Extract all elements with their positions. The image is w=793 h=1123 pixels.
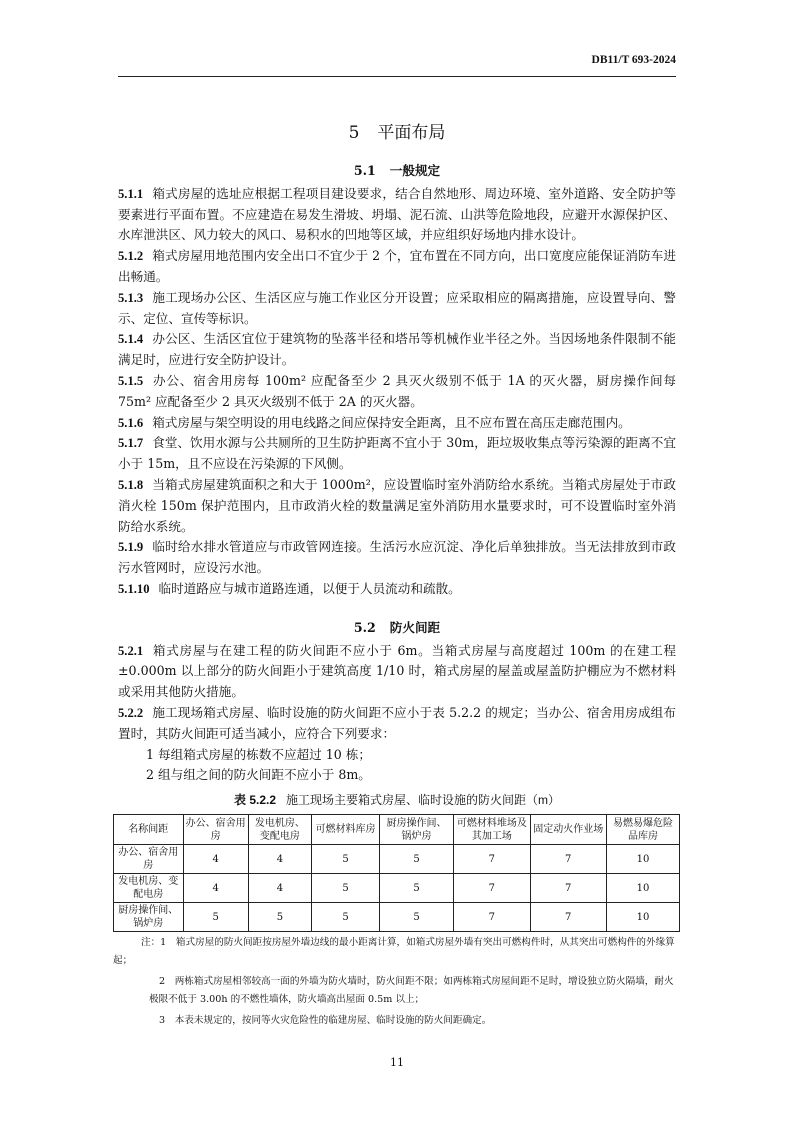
note-2: 2 两栋箱式房屋相邻较高一面的外墙为防火墙时，防火间距不限；如两栋箱式房屋间距不足时，增设独立防火隔墙，耐火极限不低于 3.00h 的不燃性墙体，防火墙高出屋面 0.5m 以上； xyxy=(149,976,674,1006)
section-title: 一般规定 xyxy=(389,163,441,178)
clause-text: 施工现场办公区、生活区应与施工作业区分开设置；应采取相应的隔离措施，应设置导向、警示、定位、宣传等标识。 xyxy=(118,289,676,326)
clause-text: 办公、宿舍用房每 100m² 应配备至少 2 具灭火级别不低于 1A 的灭火器，厨房操作间每 75m² 应配备至少 2 具灭火级别不低于 2A 的灭火器。 xyxy=(118,372,676,409)
document-code: DB11/T 693-2024 xyxy=(591,54,676,66)
table-label: 表 5.2.2 xyxy=(233,793,277,808)
clause-list xyxy=(118,184,676,600)
table-cell: 10 xyxy=(606,874,679,903)
clause-number: 5.1.3 xyxy=(118,290,144,305)
clause-text: 临时给水排水管道应与市政管网连接。生活污水应沉淀、净化后单独排放。当无法排放到市政污水管网时，应设污水池。 xyxy=(118,539,676,576)
clause xyxy=(118,433,676,475)
table-caption xyxy=(118,792,676,808)
table-row xyxy=(114,903,680,932)
table-cell: 7 xyxy=(454,903,530,932)
list-item: 1 每组箱式房屋的栋数不应超过 10 栋； xyxy=(146,746,371,762)
clause-text: 箱式房屋用地范围内安全出口不宜少于 2 个，宜布置在不同方向，出口宽度应能保证消防车进出畅通。 xyxy=(118,248,676,284)
chapter-title xyxy=(0,121,793,145)
table-cell: 7 xyxy=(530,874,606,903)
table-cell: 5 xyxy=(312,874,380,903)
clause-number: 5.2.1 xyxy=(118,643,144,658)
clause-number: 5.1.10 xyxy=(118,581,150,596)
clause-number: 5.1.6 xyxy=(118,415,144,430)
table-cell: 5 xyxy=(312,845,380,874)
table-row xyxy=(114,845,680,874)
table-cell: 7 xyxy=(454,874,530,903)
clause-number: 5.1.5 xyxy=(118,373,144,388)
clause-text: 箱式房屋与在建工程的防火间距不应小于 6m。当箱式房屋与高度超过 100m 的在建工程±0.000m 以上部分的防火间距小于建筑高度 1/10 时，箱式房屋的屋盖或屋盖防护棚应为不燃材料或采用其他防火措施。 xyxy=(118,642,676,700)
row-header: 发电机房、变配电房 xyxy=(114,874,184,903)
clause-text: 当箱式房屋建筑面积之和大于 1000m²，应设置临时室外消防给水系统。当箱式房屋处于市政消火栓 150m 保护范围内，且市政消火栓的数量满足室外消防用水量要求时，可不设置临时室外消防给水系统。 xyxy=(118,476,676,534)
table-cell: 5 xyxy=(379,845,453,874)
fire-distance-table xyxy=(113,814,680,932)
column-header: 名称间距 xyxy=(114,815,184,845)
clause xyxy=(118,703,676,745)
table-cell: 5 xyxy=(312,903,380,932)
column-header: 固定动火作业场 xyxy=(530,815,606,845)
table-notes xyxy=(113,934,680,1030)
table-header-row xyxy=(114,815,680,845)
clause-text: 办公区、生活区宜位于建筑物的坠落半径和塔吊等机械作业半径之外。当因场地条件限制不能满足时，应进行安全防护设计。 xyxy=(118,331,676,368)
table-cell: 10 xyxy=(606,845,679,874)
section-title: 防火间距 xyxy=(389,619,441,635)
table-cell: 7 xyxy=(530,903,606,932)
chapter-number: 5 xyxy=(348,123,360,143)
column-header: 发电机房、变配电房 xyxy=(248,815,311,845)
page-number: 11 xyxy=(390,1056,404,1070)
clause-text: 施工现场箱式房屋、临时设施的防火间距不应小于表 5.2.2 的规定；当办公、宿舍用房成组布置时，其防火间距可适当减小，应符合下列要求： xyxy=(118,704,676,741)
section-number: 5.1 xyxy=(353,163,376,178)
clause-number: 5.1.2 xyxy=(118,249,144,264)
list-item: 2 组与组之间的防火间距不应小于 8m。 xyxy=(146,767,371,783)
table-cell: 5 xyxy=(183,903,248,932)
table-cell: 5 xyxy=(379,874,453,903)
clause-number: 5.2.2 xyxy=(118,705,144,720)
column-header: 办公、宿舍用房 xyxy=(183,815,248,845)
clause xyxy=(118,184,676,246)
table-cell: 7 xyxy=(530,845,606,874)
running-header xyxy=(118,54,676,77)
clause-number: 5.1.7 xyxy=(118,436,144,451)
note-3: 3 本表未规定的，按同等火灾危险性的临建房屋、临时设施的防火间距确定。 xyxy=(159,1015,492,1027)
row-header: 厨房操作间、锅炉房 xyxy=(114,903,184,932)
clause xyxy=(118,288,676,330)
clause-number: 5.1.1 xyxy=(118,186,144,201)
table-cell: 4 xyxy=(248,874,311,903)
clause xyxy=(118,246,676,288)
clause xyxy=(118,413,676,434)
clause xyxy=(118,641,676,703)
clause-text: 食堂、饮用水源与公共厕所的卫生防护距离不宜小于 30m，距垃圾收集点等污染源的距离不宜小于 15m，且不应设在污染源的下风侧。 xyxy=(118,435,676,472)
section-heading xyxy=(118,618,676,639)
table-cell: 5 xyxy=(379,903,453,932)
clause-number: 5.1.4 xyxy=(118,332,144,347)
clause xyxy=(118,579,676,600)
clause xyxy=(118,537,676,579)
clause-list xyxy=(118,641,676,745)
clause-text: 临时道路应与城市道路连通，以便于人员流动和疏散。 xyxy=(158,580,461,596)
clause-text: 箱式房屋与架空明设的用电线路之间应保持安全距离，且不应布置在高压走廊范围内。 xyxy=(152,414,631,430)
section-heading xyxy=(118,161,676,182)
clause-number: 5.1.8 xyxy=(118,477,144,492)
clause-text: 箱式房屋的选址应根据工程项目建设要求，结合自然地形、周边环境、室外道路、安全防护等要素进行平面布置。不应建造在易发生滑坡、坍塌、泥石流、山洪等危险地段，应避开水源保护区、水库泄洪区、风力较大的风口、易积水的凹地等区域，并应组织好场地内排水设计。 xyxy=(118,185,676,243)
clause xyxy=(118,371,676,413)
section-5-1 xyxy=(118,161,676,600)
table-cell: 5 xyxy=(248,903,311,932)
clause-number: 5.1.9 xyxy=(118,540,144,555)
row-header: 办公、宿舍用房 xyxy=(114,845,184,874)
table-cell: 7 xyxy=(454,845,530,874)
chapter-name: 平面布局 xyxy=(377,123,446,143)
column-header: 可燃材料库房 xyxy=(312,815,380,845)
table-cell: 4 xyxy=(248,845,311,874)
section-number: 5.2 xyxy=(353,619,376,635)
section-5-2 xyxy=(118,618,676,786)
column-header: 可燃材料堆场及其加工场 xyxy=(454,815,530,845)
clause xyxy=(118,475,676,537)
column-header: 易燃易爆危险品库房 xyxy=(606,815,679,845)
table-cell: 4 xyxy=(183,845,248,874)
table-cell: 4 xyxy=(183,874,248,903)
table-row xyxy=(114,874,680,903)
table-cell: 10 xyxy=(606,903,679,932)
clause xyxy=(118,329,676,371)
note-1: 注：1 箱式房屋的防火间距按房屋外墙边线的最小距离计算，如箱式房屋外墙有突出可燃构件时，从其突出可燃构件的外缘算起； xyxy=(113,937,675,967)
table-title: 施工现场主要箱式房屋、临时设施的防火间距（m） xyxy=(286,793,561,808)
column-header: 厨房操作间、锅炉房 xyxy=(379,815,453,845)
